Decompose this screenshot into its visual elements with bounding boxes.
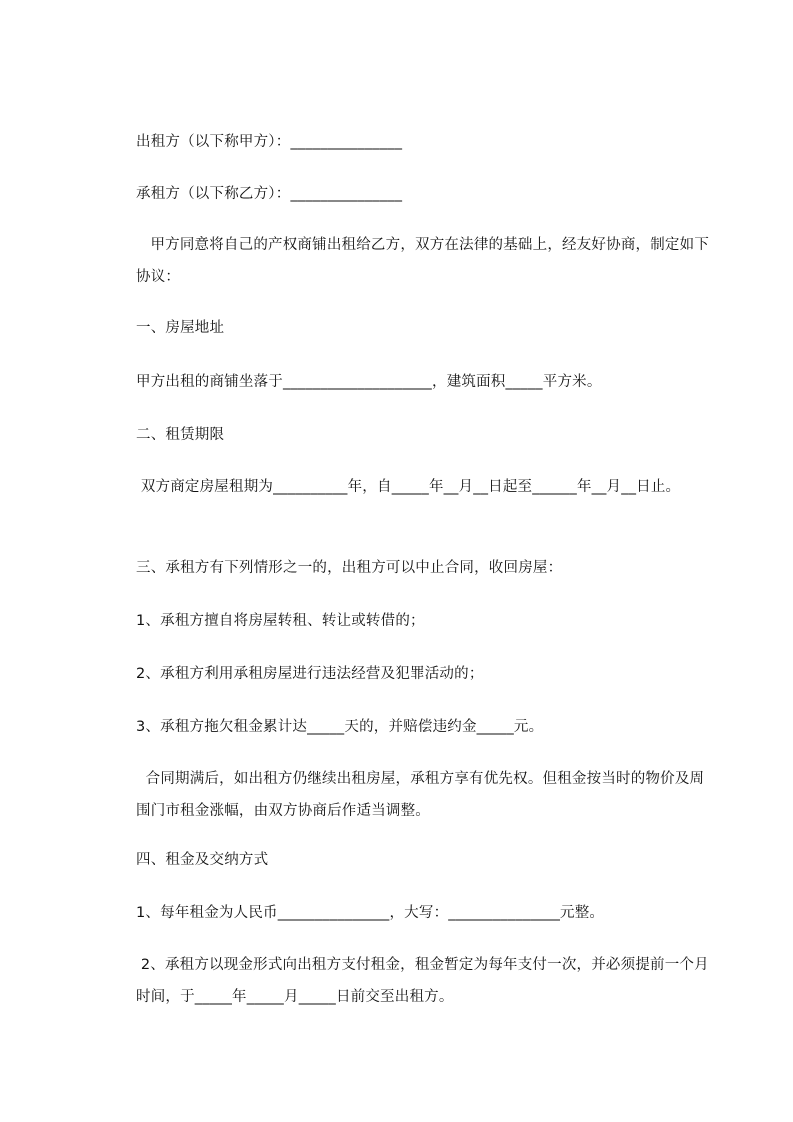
intro-paragraph: 甲方同意将自己的产权商铺出租给乙方，双方在法律的基础上，经友好协商，制定如下协议： — [136, 237, 710, 285]
section4-item1: 1、每年租金为人民币_______________，大写：_______________元整。 — [136, 905, 605, 921]
section4-heading: 四、租金及交纳方式 — [136, 852, 269, 868]
lessee-line: 承租方（以下称乙方）：_______________ — [136, 186, 403, 202]
lessor-line: 出租方（以下称甲方）：_______________ — [136, 134, 403, 150]
section3-heading: 三、承租方有下列情形之一的，出租方可以中止合同，收回房屋： — [136, 560, 563, 576]
section3-item2: 2、承租方利用承租房屋进行违法经营及犯罪活动的； — [136, 666, 484, 682]
section2-body: 双方商定房屋租期为__________年，自_____年__月__日起至______年__月__日止。 — [136, 479, 681, 495]
section1-heading: 一、房屋地址 — [136, 320, 225, 336]
section1-body: 甲方出租的商铺坐落于____________________，建筑面积_____平方米。 — [136, 374, 602, 390]
section3-item1: 1、承租方擅自将房屋转租、转让或转借的； — [136, 613, 425, 629]
renewal-paragraph: 合同期满后，如出租方仍继续出租房屋，承租方享有优先权。但租金按当时的物价及周围门市租金涨幅，由双方协商后作适当调整。 — [136, 771, 705, 819]
section3-item3: 3、承租方拖欠租金累计达_____天的，并赔偿违约金_____元。 — [136, 719, 544, 735]
section4-item2: 2、承租方以现金形式向出租方支付租金，租金暂定为每年支付一次，并必须提前一个月时间，于_____年_____月_____日前交至出租方。 — [136, 957, 709, 1005]
section2-heading: 二、租赁期限 — [136, 427, 225, 443]
